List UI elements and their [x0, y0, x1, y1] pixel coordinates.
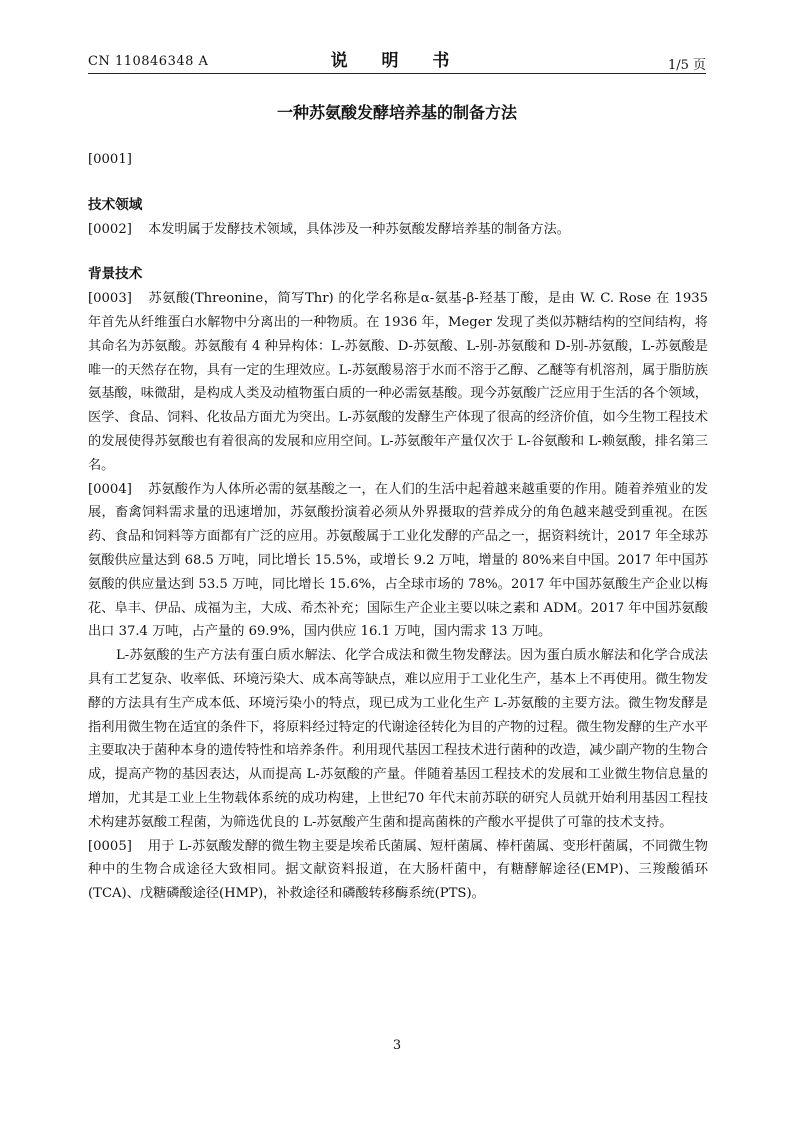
- header-divider: [88, 73, 706, 74]
- document-title: 一种苏氨酸发酵培养基的制备方法: [276, 103, 517, 122]
- paragraph-number: [0002]: [88, 221, 132, 237]
- doc-number: CN 110846348 A: [88, 54, 209, 69]
- page-header: [88, 44, 706, 74]
- paragraph-0005: [88, 835, 708, 906]
- paragraph-0004-continued: L-苏氨酸的生产方法有蛋白质水解法、化学合成法和微生物发酵法。因为蛋白质水解法和化学合成法具有工艺复杂、收率低、环境污染大、成本高等缺点，难以应用于工业化生产，基本上不再使用。微生物发酵的方法具有生产成本低、环境污染小的特点，现已成为工业化生产 L-苏氨酸的主要方法。微生物发酵是指利用微生物在适宜的条件下，将原料经过特定的代谢途径转化为目的产物的过程。微生物发酵的生产水平主要取决于菌种本身的遗传特性和培养条件。利用现代基因工程技术进行菌种的改造，减少副产物的生物合成，提高产物的基因表达，从而提高 L-苏氨酸的产量。伴随着基因工程技术的发展和工业微生物信息量的增加，尤其是工业上生物载体系统的成功构建，上世纪70 年代末前苏联的研究人员就开始利用基因工程技术构建苏氨酸工程菌，为筛选优良的 L-苏氨酸产生菌和提高菌株的产酸水平提供了可靠的技术支持。: [88, 648, 708, 830]
- paragraph-number: [0005]: [88, 838, 132, 854]
- paragraph-number: [0003]: [88, 291, 132, 307]
- paragraph-text: 本发明属于发酵技术领域，具体涉及一种苏氨酸发酵培养基的制备方法。: [148, 221, 570, 237]
- paragraph-0003: [88, 287, 708, 477]
- paragraph-number: [0001]: [88, 152, 132, 167]
- paragraph-text: 苏氨酸(Threonine，简写Thr) 的化学名称是α-氨基-β-羟基丁酸，是由 W. C. Rose 在 1935 年首先从纤维蛋白水解物中分离出的一种物质。在 1936 年，Meger 发现了类似苏糖结构的空间结构，将其命名为苏氨酸。苏氨酸有 4 种异构体：L-苏氨酸、D-苏氨酸、L-别-苏氨酸和 D-别-苏氨酸，L-苏氨酸是唯一的天然存在物，具有一定的生理效应。L-苏氨酸易溶于水而不溶于乙醇、乙醚等有机溶剂，属于脂肪族氨基酸，味微甜，是构成人类及动植物蛋白质的一种必需氨基酸。现今苏氨酸广泛应用于生活的各个领域，医学、食品、饲料、化妆品方面尤为突出。L-苏氨酸的发酵生产体现了很高的经济价值，如今生物工程技术的发展使得苏氨酸也有着很高的发展和应用空间。L-苏氨酸年产量仅次于 L-谷氨酸和 L-赖氨酸，排名第三名。: [88, 291, 708, 473]
- doc-type: 说 明 书: [330, 51, 464, 71]
- page-number: 3: [392, 1038, 402, 1053]
- paragraph-0002: [88, 218, 708, 242]
- section-heading-background: 背景技术: [88, 266, 143, 283]
- document-body: [88, 148, 708, 906]
- paragraph-0004: [88, 478, 708, 645]
- section-heading-technical-field: 技术领域: [88, 196, 143, 213]
- page-info: 1/5 页: [667, 58, 706, 73]
- paragraph-text: 用于 L-苏氨酸发酵的微生物主要是埃希氏菌属、短杆菌属、棒杆菌属、变形杆菌属，不同微生物种中的生物合成途径大致相同。据文献资料报道，在大肠杆菌中，有糖酵解途径(EMP)、三羧酸循环(TCA)、戊糖磷酸途径(HMP)，补救途径和磷酸转移酶系统(PTS)。: [88, 838, 708, 902]
- paragraph-text: 苏氨酸作为人体所必需的氨基酸之一，在人们的生活中起着越来越重要的作用。随着养殖业的发展，畜禽饲料需求量的迅速增加，苏氨酸扮演着必须从外界摄取的营养成分的角色越来越受到重视。在医药、食品和饲料等方面都有广泛的应用。苏氨酸属于工业化发酵的产品之一，据资料统计，2017 年全球苏氨酸供应量达到 68.5 万吨，同比增长 15.5%，或增长 9.2 万吨，增量的 80%来自中国。2017 年中国苏氨酸的供应量达到 53.5 万吨，同比增长 15.6%，占全球市场的 78%。2017 年中国苏氨酸生产企业以梅花、阜丰、伊品、成福为主，大成、希杰补充；国际生产企业主要以味之素和 ADM。2017 年中国苏氨酸出口 37.4 万吨，占产量的 69.9%，国内供应 16.1 万吨，国内需求 13 万吨。: [88, 481, 708, 640]
- paragraph-number: [0004]: [88, 481, 132, 497]
- paragraph-0001: [88, 148, 708, 172]
